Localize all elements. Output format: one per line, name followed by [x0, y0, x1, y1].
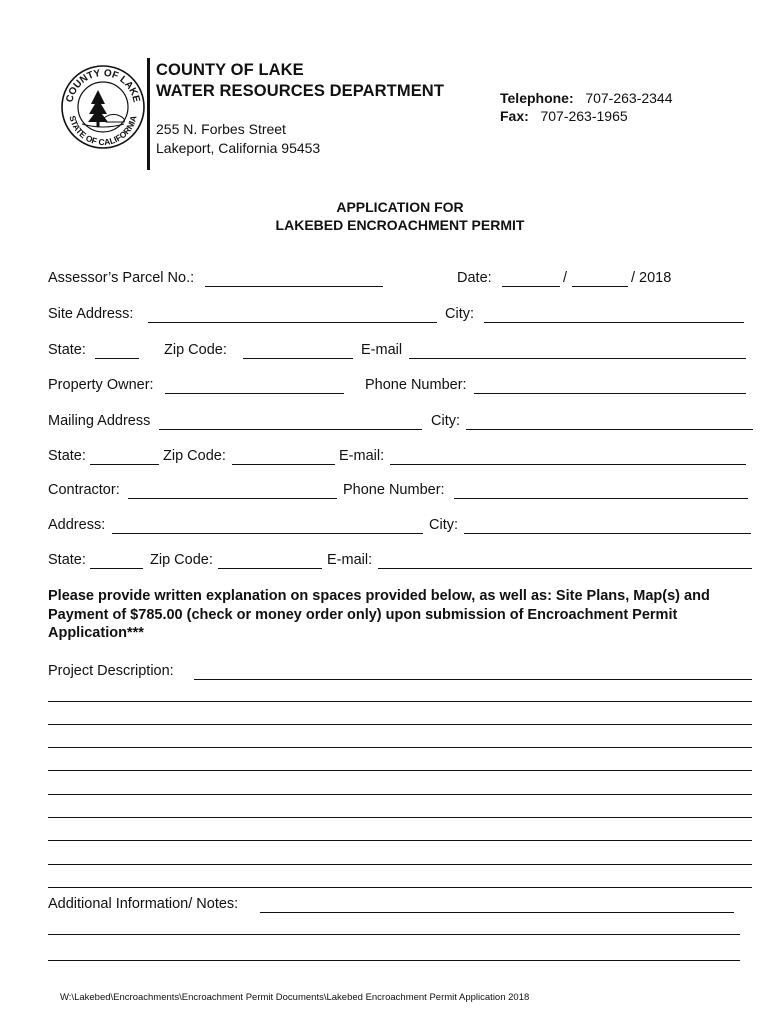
- date-year: / 2018: [631, 270, 672, 286]
- row-site-state: [48, 342, 748, 362]
- mailing-email-field[interactable]: [390, 464, 746, 465]
- header-divider: [147, 58, 150, 170]
- contractor-phone-label: Phone Number:: [343, 482, 445, 498]
- county-seal-logo: [60, 64, 146, 150]
- additional-notes-label: Additional Information/ Notes:: [48, 896, 239, 912]
- row-owner: [48, 377, 748, 397]
- form-title: APPLICATION FOR LAKEBED ENCROACHMENT PERMIT: [275, 199, 525, 233]
- mailing-state-field[interactable]: [90, 464, 159, 465]
- site-zip-label: Zip Code:: [164, 342, 227, 358]
- contact-info: [500, 89, 673, 125]
- description-line[interactable]: [48, 747, 752, 748]
- contractor-email-field[interactable]: [378, 568, 752, 569]
- site-state-field[interactable]: [95, 358, 139, 359]
- site-email-field[interactable]: [409, 358, 746, 359]
- mailing-field[interactable]: [159, 429, 422, 430]
- description-line[interactable]: [48, 724, 752, 725]
- date-separator: /: [563, 270, 568, 286]
- description-line[interactable]: [48, 887, 752, 888]
- description-line[interactable]: [48, 701, 752, 702]
- site-city-field[interactable]: [484, 322, 744, 323]
- row-contractor-state: [48, 552, 756, 572]
- mailing-zip-field[interactable]: [232, 464, 335, 465]
- svg-text:COUNTY OF LAKE: COUNTY OF LAKE: [64, 67, 142, 104]
- site-city-label: City:: [445, 306, 474, 322]
- parcel-label: Assessor’s Parcel No.:: [48, 270, 195, 286]
- fax-value: 707-263-1965: [540, 108, 628, 124]
- owner-label: Property Owner:: [48, 377, 154, 393]
- site-address-label: Site Address:: [48, 306, 134, 322]
- contractor-city-field[interactable]: [464, 533, 751, 534]
- owner-field[interactable]: [165, 393, 344, 394]
- parcel-field[interactable]: [205, 286, 383, 287]
- file-path-footer: W:\Lakebed\Encroachments\Encroachment Permit Documents\Lakebed Encroachment Permit Application 2018: [60, 992, 530, 1003]
- svg-text:STATE OF CALIFORNIA: STATE OF CALIFORNIA: [67, 114, 139, 148]
- contractor-email-label: E-mail:: [327, 552, 373, 568]
- telephone-value: 707-263-2344: [585, 90, 673, 106]
- department-name: COUNTY OF LAKE WATER RESOURCES DEPARTMENT: [156, 61, 444, 100]
- contractor-phone-field[interactable]: [454, 498, 748, 499]
- site-state-label: State:: [48, 342, 86, 358]
- row-site-address: [48, 306, 748, 326]
- site-email-label: E-mail: [361, 342, 403, 358]
- date-label: Date:: [457, 270, 492, 286]
- row-project-description: [48, 663, 753, 683]
- contractor-state-field[interactable]: [90, 568, 143, 569]
- fax-label: Fax:: [500, 108, 529, 124]
- row-parcel-date: [48, 270, 748, 290]
- mailing-city-field[interactable]: [466, 429, 753, 430]
- notes-line[interactable]: [48, 960, 740, 961]
- submission-instructions: Please provide written explanation on spaces provided below, as well as: Site Plans, Map(s) and Payment of $785.00 (check or money order only) upon submission of Encroachment Permit Application***: [48, 588, 710, 641]
- contractor-city-label: City:: [429, 517, 458, 533]
- site-address-field[interactable]: [148, 322, 437, 323]
- notes-line[interactable]: [48, 934, 740, 935]
- mailing-city-label: City:: [431, 413, 460, 429]
- date-month-field[interactable]: [502, 286, 560, 287]
- owner-phone-label: Phone Number:: [365, 377, 467, 393]
- project-description-label: Project Description:: [48, 663, 174, 679]
- mailing-label: Mailing Address: [48, 413, 151, 429]
- contractor-address-label: Address:: [48, 517, 106, 533]
- row-additional-notes: [48, 896, 738, 916]
- row-contractor-address: [48, 517, 756, 537]
- row-mailing-state: [48, 448, 748, 468]
- mailing-email-label: E-mail:: [339, 448, 385, 464]
- project-description-field[interactable]: [194, 679, 752, 680]
- date-day-field[interactable]: [572, 286, 628, 287]
- row-contractor: [48, 482, 753, 502]
- contractor-label: Contractor:: [48, 482, 120, 498]
- description-line[interactable]: [48, 770, 752, 771]
- description-line[interactable]: [48, 840, 752, 841]
- description-line[interactable]: [48, 864, 752, 865]
- description-line[interactable]: [48, 794, 752, 795]
- description-line[interactable]: [48, 817, 752, 818]
- contractor-state-label: State:: [48, 552, 86, 568]
- owner-phone-field[interactable]: [474, 393, 746, 394]
- contractor-zip-field[interactable]: [218, 568, 322, 569]
- contractor-address-field[interactable]: [112, 533, 423, 534]
- additional-notes-field[interactable]: [260, 912, 734, 913]
- telephone-label: Telephone:: [500, 90, 574, 106]
- mailing-zip-label: Zip Code:: [163, 448, 226, 464]
- contractor-zip-label: Zip Code:: [150, 552, 213, 568]
- mailing-state-label: State:: [48, 448, 86, 464]
- row-mailing: [48, 413, 758, 433]
- contractor-field[interactable]: [128, 498, 337, 499]
- department-address: 255 N. Forbes Street Lakeport, California 95453: [156, 121, 321, 156]
- site-zip-field[interactable]: [243, 358, 353, 359]
